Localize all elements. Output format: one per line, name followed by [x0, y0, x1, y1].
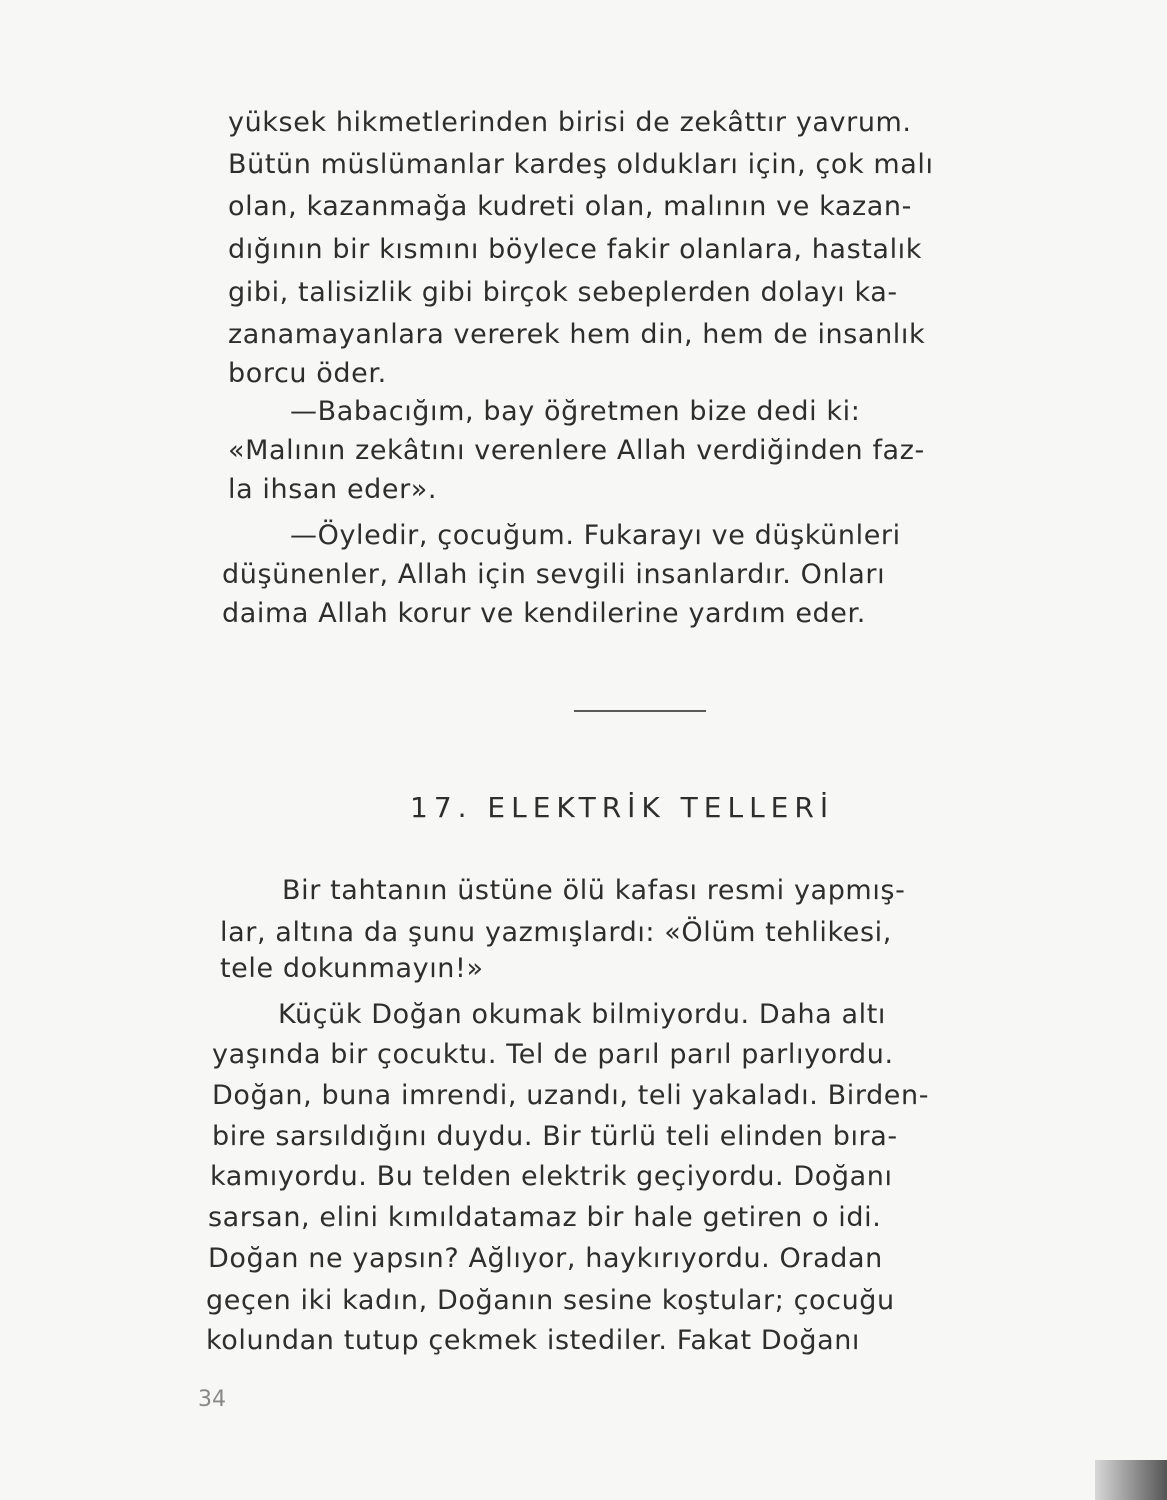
text-line: Bir tahtanın üstüne ölü kafası resmi yapmış- [282, 875, 906, 906]
text-line: tele dokunmayın!» [220, 953, 484, 984]
text-line: dığının bir kısmını böylece fakir olanlara, hastalık [228, 234, 923, 265]
text-line: gibi, talisizlik gibi birçok sebeplerden dolayı ka- [228, 277, 898, 308]
text-line: düşünenler, Allah için sevgili insanlardır. Onları [222, 559, 886, 590]
text-line: bire sarsıldığını duydu. Bir türlü teli elinden bıra- [212, 1121, 898, 1152]
section-heading: 17. ELEKTRİK TELLERİ [410, 791, 835, 824]
text-line: Küçük Doğan okumak bilmiyordu. Daha altı [278, 999, 887, 1030]
text-line: —Öyledir, çocuğum. Fukarayı ve düşkünleri [290, 520, 901, 551]
text-line: sarsan, elini kımıldatamaz bir hale getiren o idi. [208, 1202, 882, 1233]
text-line: «Malının zekâtını verenlere Allah verdiğinden faz- [228, 435, 925, 466]
text-line: kolundan tutup çekmek istediler. Fakat Doğanı [206, 1325, 861, 1356]
page-number: 34 [198, 1387, 226, 1412]
text-line: olan, kazanmağa kudreti olan, malının ve kazan- [228, 191, 912, 222]
text-line: lar, altına da şunu yazmışlardı: «Ölüm tehlikesi, [220, 917, 892, 948]
text-line: Bütün müslümanlar kardeş oldukları için, çok malı [228, 149, 934, 180]
scan-edge-shadow [1095, 1460, 1167, 1500]
text-line: daima Allah korur ve kendilerine yardım eder. [222, 598, 866, 629]
text-line: yaşında bir çocuktu. Tel de parıl parıl parlıyordu. [212, 1039, 894, 1070]
text-line: kamıyordu. Bu telden elektrik geçiyordu. Doğanı [210, 1161, 893, 1192]
text-line: borcu öder. [228, 358, 387, 389]
section-divider [574, 710, 706, 712]
text-line: Doğan ne yapsın? Ağlıyor, haykırıyordu. Oradan [208, 1243, 883, 1274]
text-line: zanamayanlara vererek hem din, hem de insanlık [228, 319, 926, 350]
text-line: la ihsan eder». [228, 474, 438, 505]
text-line: Doğan, buna imrendi, uzandı, teli yakaladı. Birden- [212, 1080, 930, 1111]
text-line: geçen iki kadın, Doğanın sesine koştular; çocuğu [206, 1285, 895, 1316]
text-line: yüksek hikmetlerinden birisi de zekâttır yavrum. [228, 107, 912, 138]
text-line: —Babacığım, bay öğretmen bize dedi ki: [290, 396, 861, 427]
